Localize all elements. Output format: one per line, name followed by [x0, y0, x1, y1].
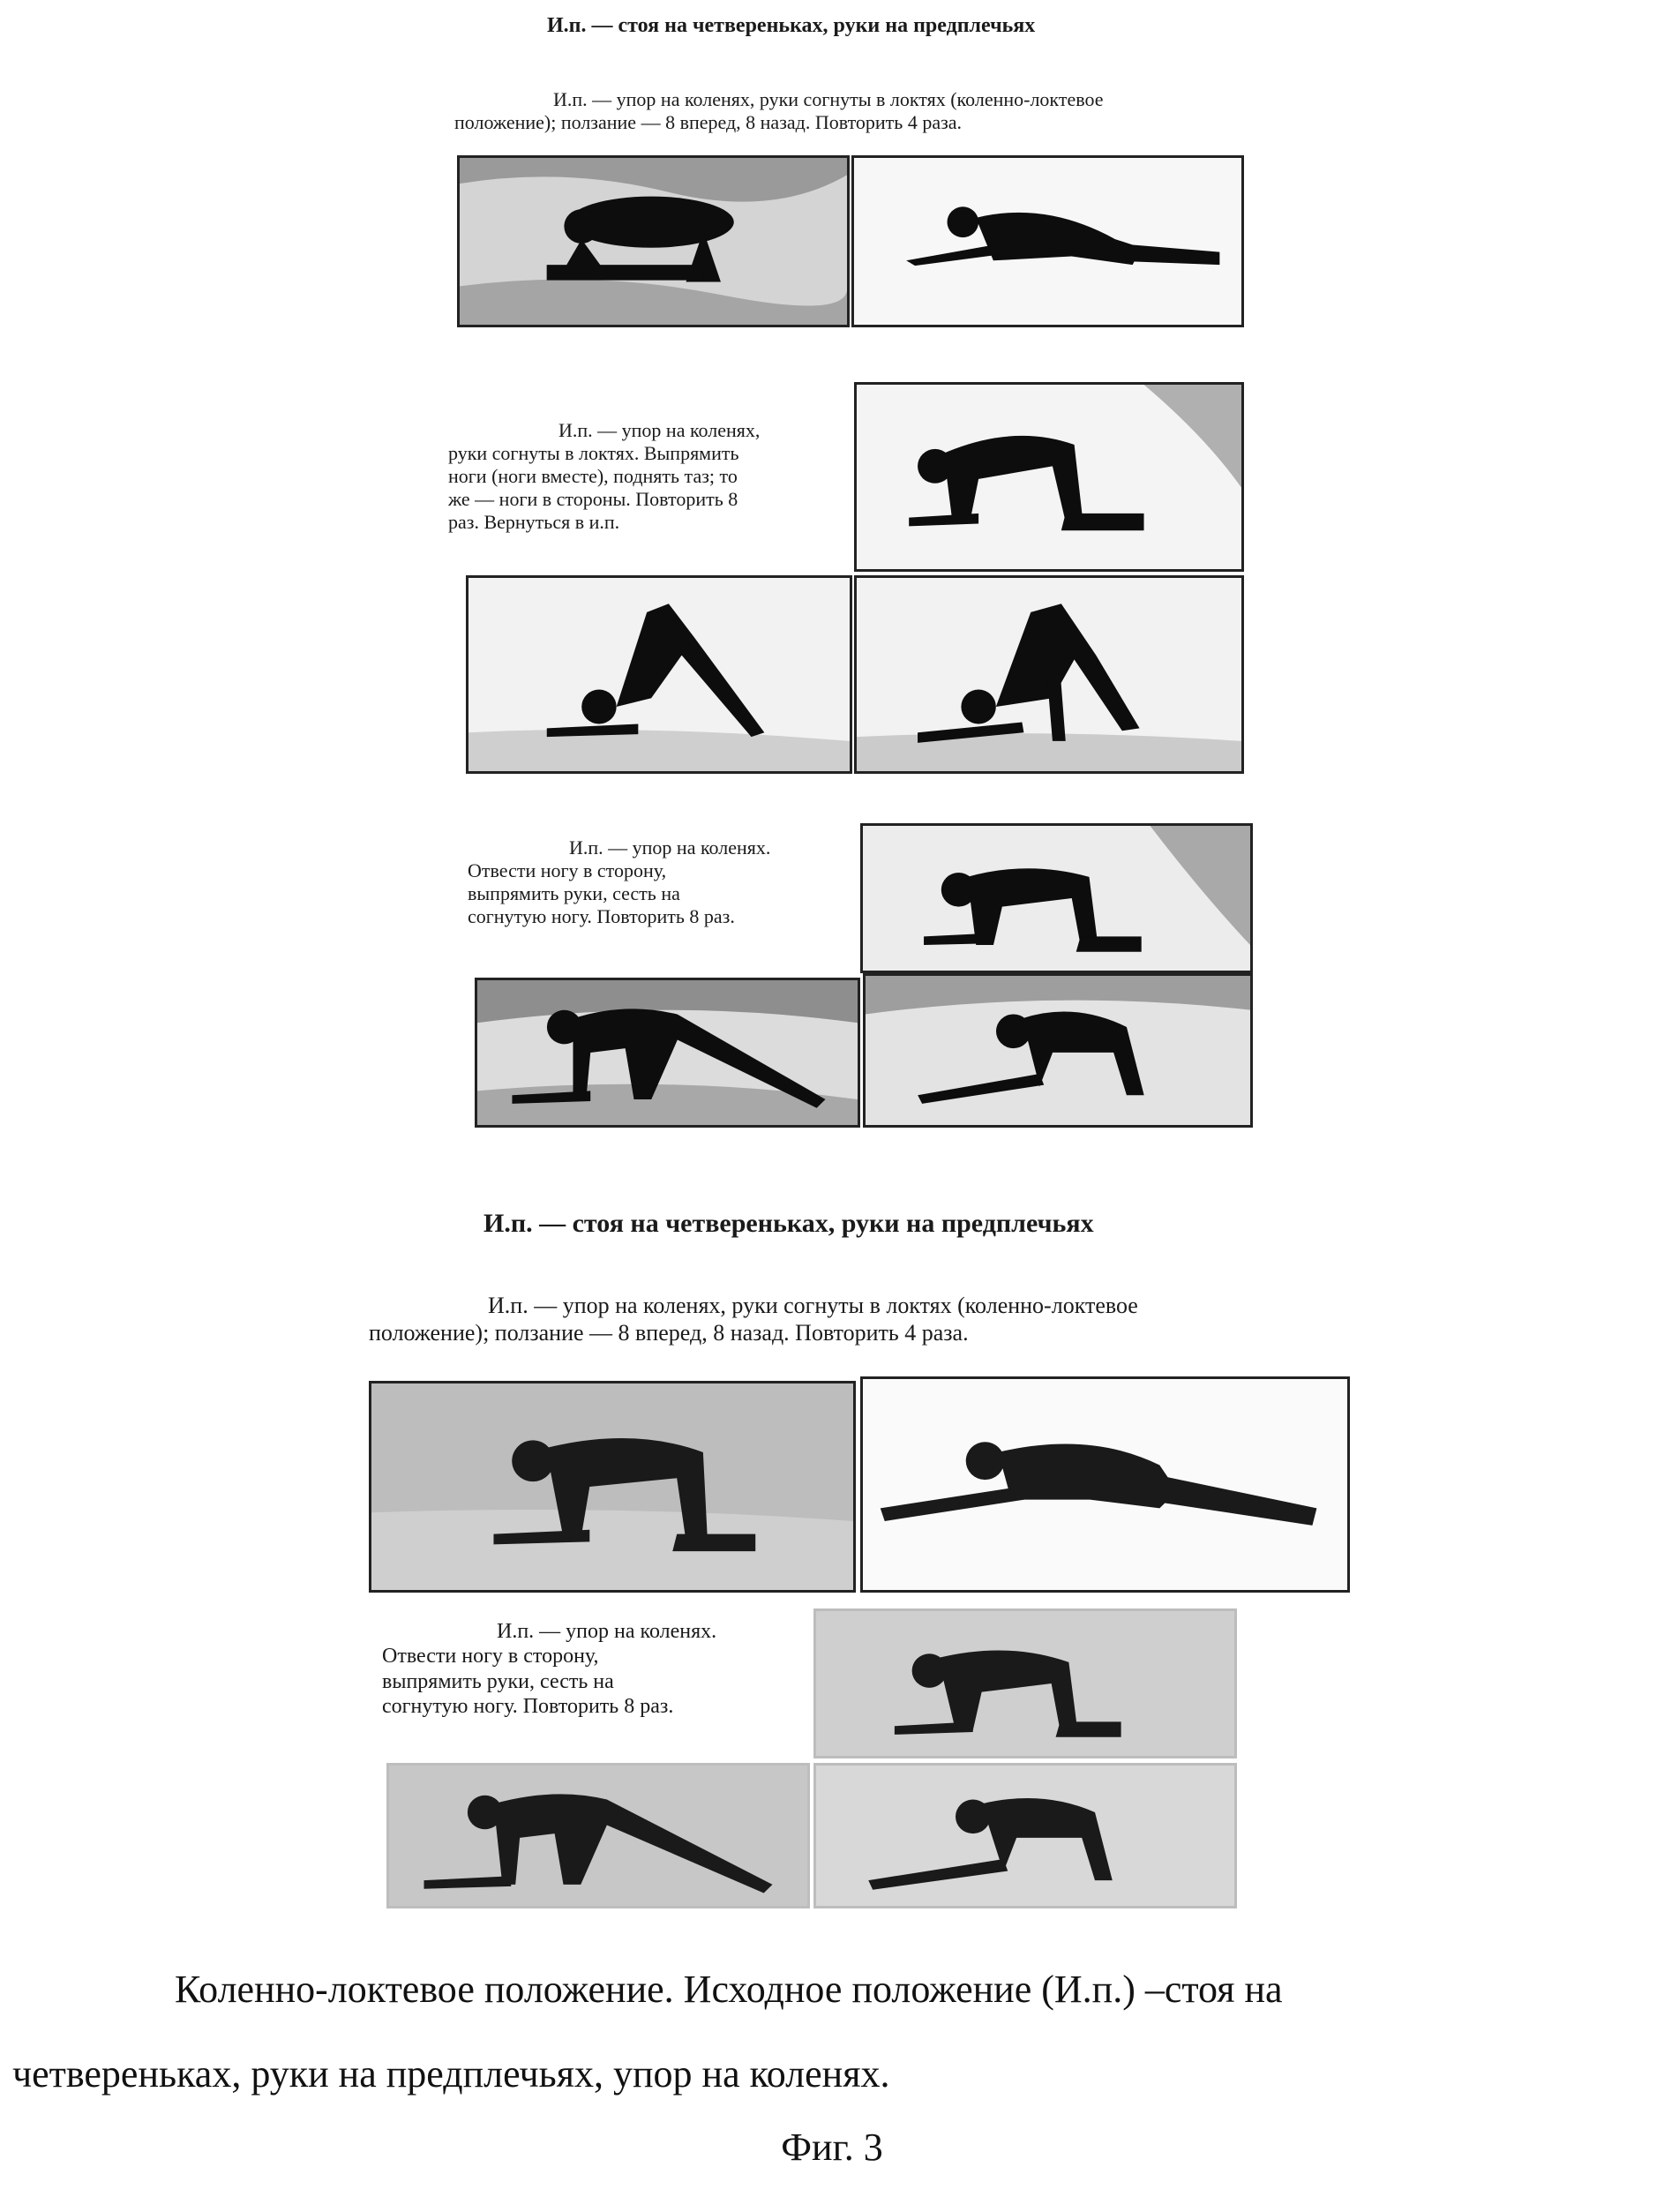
top-scan-heading: И.п. — стоя на четвереньках, руки на предплечьях [547, 14, 1036, 37]
text-line: согнутую ногу. Повторить 8 раз. [382, 1694, 674, 1718]
text-line: выпрямить руки, сесть на [468, 881, 680, 904]
exercise-photo-kneeling-start [854, 382, 1244, 572]
text-line: же — ноги в стороны. Повторить 8 [448, 487, 738, 510]
text-line: раз. Вернуться в и.п. [448, 510, 620, 533]
text-line: И.п. — упор на коленях, [558, 419, 761, 441]
caption-line-1: Коленно-локтевое положение. Исходное положение (И.п.) –стоя на [175, 1968, 1283, 2011]
text-line: согнутую ногу. Повторить 8 раз. [468, 904, 735, 927]
exercise-photo-kneeling-side [860, 823, 1253, 973]
exercise-photo-leg-extended-side-2 [386, 1763, 810, 1908]
exercise-photo-crawl-forward-2 [860, 1376, 1350, 1593]
text-line: И.п. — упор на коленях, руки согнуты в локтях (коленно-локтевое [553, 88, 1104, 110]
exercise-photo-pike-legs-together [466, 575, 852, 774]
top-scan-paragraph-3 [468, 836, 828, 928]
text-line: ноги (ноги вместе), поднять таз; то [448, 464, 738, 487]
exercise-photo-crawl-start [457, 155, 850, 327]
text-line: И.п. — упор на коленях. [569, 836, 771, 859]
top-scan-paragraph-1 [454, 88, 1231, 134]
exercise-photo-kneeling-side-2 [813, 1608, 1237, 1758]
exercise-photo-leg-extended-side [475, 978, 860, 1128]
text-line: положение); ползание — 8 вперед, 8 назад. Повторить 4 раза. [369, 1319, 969, 1346]
text-line: руки согнуты в локтях. Выпрямить [448, 441, 739, 464]
text-line: выпрямить руки, сесть на [382, 1669, 614, 1693]
figure-label: Фиг. 3 [781, 2125, 883, 2169]
caption-line-2: четвереньках, руки на предплечьях, упор на коленях. [12, 2052, 890, 2096]
exercise-photo-sit-on-bent-leg [863, 973, 1253, 1128]
text-line: положение); ползание — 8 вперед, 8 назад. Повторить 4 раза. [454, 110, 963, 133]
top-scan-paragraph-2 [448, 419, 854, 534]
exercise-photo-sit-on-bent-leg-2 [813, 1763, 1237, 1908]
text-line: И.п. — упор на коленях. [497, 1620, 717, 1643]
exercise-photo-crawl-forward [851, 155, 1244, 327]
text-line: Отвести ногу в сторону, [382, 1645, 599, 1668]
figure-caption [0, 1959, 1664, 2178]
bottom-scan-paragraph-2 [382, 1619, 770, 1719]
bottom-scan-paragraph-1 [369, 1293, 1357, 1346]
exercise-photo-crawl-start-2 [369, 1381, 856, 1593]
text-line: Отвести ногу в сторону, [468, 859, 667, 881]
exercise-photo-pike-legs-apart [854, 575, 1244, 774]
bottom-scan-heading: И.п. — стоя на четвереньках, руки на предплечьях [483, 1209, 1094, 1238]
text-line: И.п. — упор на коленях, руки согнуты в локтях (коленно-локтевое [488, 1293, 1138, 1318]
